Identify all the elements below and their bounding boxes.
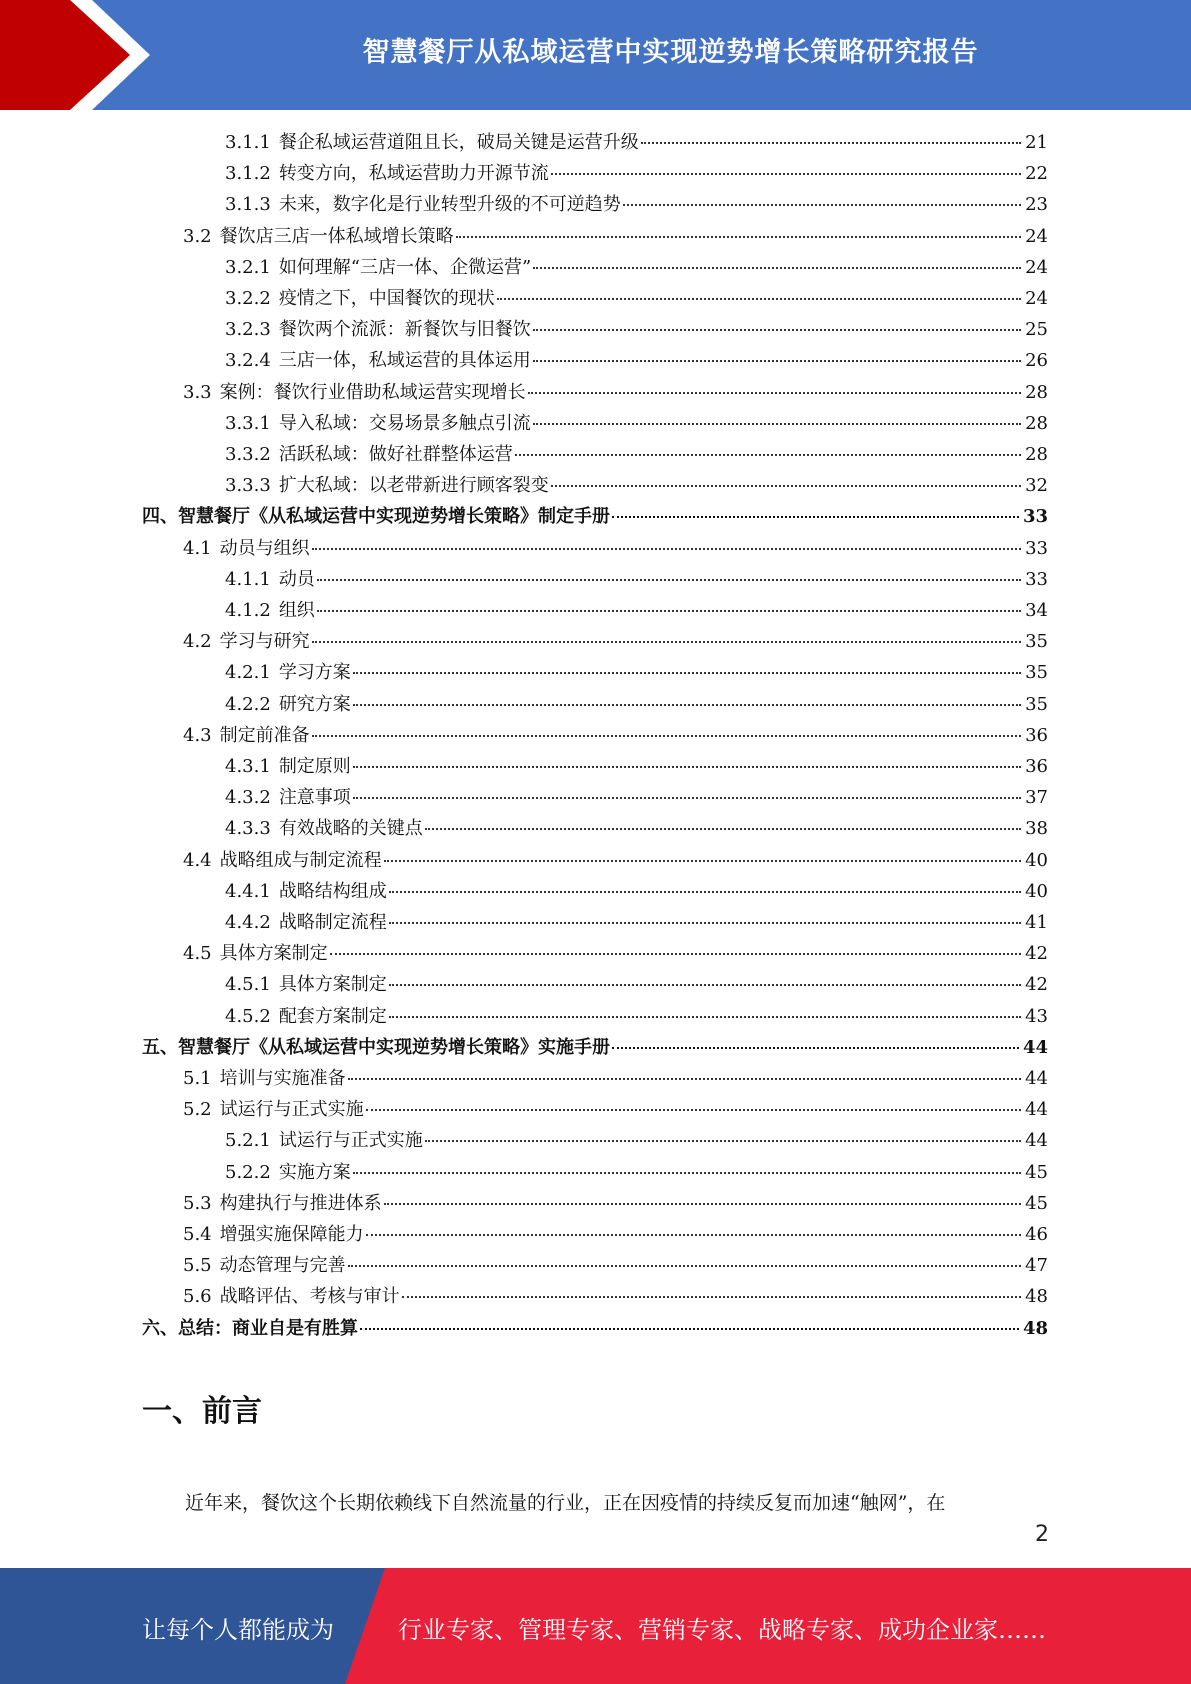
section-heading: 一、前言 (142, 1394, 262, 1429)
toc-entry[interactable] (142, 1313, 1048, 1344)
toc-entry-title: 如何理解“三店一体、企微运营” (278, 256, 532, 278)
toc-entry-title: 三店一体，私域运营的具体运用 (278, 350, 531, 372)
toc-entry-title: 战略评估、考核与审计 (219, 1286, 400, 1308)
toc-entry-title: 餐饮店三店一体私域增长策略 (219, 225, 454, 247)
toc-entry-number: 五、 (142, 1036, 178, 1058)
toc-dot-leader (612, 515, 1019, 518)
toc-entry-title: 研究方案 (278, 693, 351, 715)
page-number: 2 (1035, 1522, 1049, 1547)
toc-entry-number: 5.3 (183, 1192, 212, 1214)
toc-entry-page: 47 (1025, 1255, 1048, 1277)
toc-entry-number: 4.3.2 (225, 787, 271, 809)
toc-entry-title: 增强实施保障能力 (219, 1224, 364, 1245)
toc-entry-title: 餐饮两个流派：新餐饮与旧餐饮 (278, 319, 531, 341)
toc-entry[interactable] (225, 751, 1048, 782)
toc-entry-title: 实施方案 (278, 1161, 351, 1183)
body-paragraph: 近年来，餐饮这个长期依赖线下自然流量的行业，正在因疫情的持续反复而加速“触网”，在 (185, 1492, 946, 1514)
toc-entry-title: 学习方案 (278, 662, 351, 684)
toc-dot-leader (353, 703, 1021, 706)
toc-entry-page: 24 (1025, 225, 1048, 247)
toc-entry[interactable] (225, 127, 1048, 158)
toc-entry-page: 45 (1025, 1192, 1048, 1214)
toc-entry-page: 28 (1025, 444, 1048, 465)
footer-expert-list: 行业专家、管理专家、营销专家、战略专家、成功企业家…… (398, 1616, 1046, 1644)
toc-entry-number: 3.2.1 (225, 256, 271, 278)
toc-entry-page: 28 (1025, 381, 1048, 403)
footer-slogan: 让每个人都能成为 (142, 1616, 334, 1644)
toc-entry[interactable] (225, 189, 1048, 220)
toc-entry-page: 36 (1025, 756, 1048, 777)
toc-dot-leader (533, 266, 1021, 269)
toc-entry[interactable] (183, 1063, 1048, 1094)
toc-entry[interactable] (225, 283, 1048, 314)
toc-entry[interactable] (183, 1219, 1048, 1250)
toc-entry[interactable] (225, 969, 1048, 1000)
toc-dot-leader (623, 203, 1021, 206)
toc-entry-page: 35 (1025, 693, 1048, 715)
toc-dot-leader (533, 328, 1021, 331)
toc-entry-title: 具体方案制定 (219, 943, 328, 965)
toc-entry[interactable] (183, 938, 1048, 969)
toc-entry-number: 4.4.2 (225, 912, 271, 933)
toc-dot-leader (312, 640, 1021, 643)
toc-entry-page: 34 (1025, 600, 1048, 621)
toc-entry-page: 48 (1022, 1317, 1048, 1339)
toc-entry[interactable] (183, 1094, 1048, 1125)
toc-dot-leader (312, 547, 1021, 550)
toc-entry-title: 注意事项 (278, 787, 351, 809)
toc-entry[interactable] (183, 221, 1048, 252)
toc-entry-number: 3.2.4 (225, 350, 271, 372)
toc-dot-leader (384, 1202, 1021, 1205)
toc-dot-leader (360, 1327, 1019, 1330)
toc-entry-number: 4.5.2 (225, 1005, 271, 1027)
toc-entry-number: 六、 (142, 1317, 178, 1339)
toc-dot-leader (353, 671, 1021, 674)
toc-entry[interactable] (225, 252, 1048, 283)
toc-dot-leader (353, 765, 1021, 768)
toc-entry[interactable] (225, 907, 1048, 938)
toc-entry-page: 25 (1025, 319, 1048, 341)
toc-dot-leader (389, 1015, 1021, 1018)
toc-entry-number: 3.3 (183, 381, 212, 403)
toc-entry-title: 智慧餐厅《从私域运营中实现逆势增长策略》实施手册 (178, 1036, 610, 1058)
toc-dot-leader (389, 983, 1021, 986)
toc-entry-number: 3.2 (183, 225, 212, 247)
toc-dot-leader (353, 1171, 1021, 1174)
toc-entry-number: 5.2.1 (225, 1130, 271, 1152)
toc-entry-number: 4.2 (183, 631, 212, 653)
toc-entry-page: 22 (1025, 163, 1048, 185)
toc-entry-page: 46 (1025, 1224, 1048, 1245)
toc-entry-title: 培训与实施准备 (219, 1068, 346, 1089)
toc-entry[interactable] (183, 1250, 1048, 1281)
toc-entry-title: 导入私域：交易场景多触点引流 (278, 412, 531, 434)
toc-dot-leader (612, 1046, 1019, 1049)
toc-entry-page: 45 (1025, 1161, 1048, 1183)
toc-entry-title: 智慧餐厅《从私域运营中实现逆势增长策略》制定手册 (178, 506, 610, 528)
toc-entry-title: 有效战略的关键点 (278, 818, 423, 840)
toc-entry-title: 组织 (278, 600, 315, 621)
toc-entry-title: 战略结构组成 (278, 880, 387, 902)
toc-entry[interactable] (225, 1125, 1048, 1156)
toc-dot-leader (551, 172, 1021, 175)
toc-dot-leader (312, 734, 1021, 737)
toc-entry-number: 5.6 (183, 1286, 212, 1308)
toc-entry[interactable] (225, 1001, 1048, 1032)
toc-entry-number: 3.3.2 (225, 444, 271, 465)
toc-dot-leader (641, 141, 1021, 144)
toc-entry-page: 44 (1025, 1099, 1048, 1121)
toc-entry-number: 5.2 (183, 1099, 212, 1121)
toc-entry[interactable] (225, 470, 1048, 501)
toc-entry-number: 3.1.1 (225, 132, 271, 153)
toc-entry-title: 具体方案制定 (278, 974, 387, 996)
toc-entry-title: 扩大私域：以老带新进行顾客裂变 (278, 475, 549, 497)
toc-entry-number: 4.1.2 (225, 600, 271, 621)
toc-dot-leader (533, 359, 1021, 362)
toc-entry-number: 4.3.1 (225, 756, 271, 777)
toc-entry-page: 41 (1025, 912, 1048, 933)
toc-entry[interactable] (183, 533, 1048, 564)
toc-entry-page: 43 (1025, 1005, 1048, 1027)
toc-entry-page: 24 (1025, 256, 1048, 278)
toc-entry-number: 4.1 (183, 537, 212, 559)
toc-entry-page: 32 (1025, 475, 1048, 497)
toc-entry-page: 37 (1025, 787, 1048, 809)
toc-dot-leader (425, 827, 1021, 830)
toc-entry[interactable] (225, 439, 1048, 470)
toc-entry-number: 四、 (142, 506, 178, 528)
toc-entry-number: 5.2.2 (225, 1161, 271, 1183)
toc-entry-page: 26 (1025, 350, 1048, 372)
toc-entry[interactable] (225, 689, 1048, 720)
toc-entry-page: 36 (1025, 724, 1048, 746)
toc-entry-number: 4.1.1 (225, 568, 271, 590)
toc-entry-number: 3.1.3 (225, 194, 271, 216)
toc-entry-page: 33 (1025, 568, 1048, 590)
toc-entry-title: 动态管理与完善 (219, 1255, 346, 1277)
toc-entry[interactable] (183, 1281, 1048, 1312)
toc-entry-page: 48 (1025, 1286, 1048, 1308)
toc-entry-number: 4.2.1 (225, 662, 271, 684)
toc-entry-title: 制定前准备 (219, 724, 310, 746)
toc-dot-leader (389, 921, 1021, 924)
toc-dot-leader (384, 859, 1021, 862)
toc-entry-title: 试运行与正式实施 (278, 1130, 423, 1152)
toc-dot-leader (348, 1077, 1021, 1080)
toc-entry[interactable] (142, 501, 1048, 532)
page-header (0, 0, 1191, 110)
toc-entry-title: 案例：餐饮行业借助私域运营实现增长 (219, 381, 526, 403)
toc-entry-title: 学习与研究 (219, 631, 310, 653)
toc-entry-number: 3.2.2 (225, 288, 271, 309)
toc-entry-number: 4.2.2 (225, 693, 271, 715)
toc-entry-title: 战略组成与制定流程 (219, 849, 382, 871)
toc-entry-title: 战略制定流程 (278, 912, 387, 933)
toc-entry[interactable] (183, 377, 1048, 408)
toc-entry-title: 动员 (278, 568, 315, 590)
toc-entry-number: 4.5.1 (225, 974, 271, 996)
toc-entry[interactable] (225, 813, 1048, 844)
toc-entry[interactable] (225, 782, 1048, 813)
toc-entry-number: 4.5 (183, 943, 212, 965)
toc-entry-page: 42 (1025, 974, 1048, 996)
toc-entry[interactable] (225, 876, 1048, 907)
toc-entry-page: 40 (1025, 849, 1048, 871)
toc-entry-number: 3.3.1 (225, 412, 271, 434)
toc-dot-leader (425, 1139, 1021, 1142)
toc-entry-number: 5.5 (183, 1255, 212, 1277)
toc-entry-title: 未来，数字化是行业转型升级的不可逆趋势 (278, 194, 621, 216)
toc-entry-page: 23 (1025, 194, 1048, 216)
toc-dot-leader (366, 1233, 1021, 1236)
toc-entry-number: 3.2.3 (225, 319, 271, 341)
toc-entry-title: 配套方案制定 (278, 1005, 387, 1027)
toc-dot-leader (348, 1264, 1021, 1267)
toc-dot-leader (515, 453, 1021, 456)
toc-entry-page: 28 (1025, 412, 1048, 434)
toc-entry[interactable] (225, 564, 1048, 595)
toc-entry[interactable] (183, 626, 1048, 657)
toc-entry[interactable] (225, 408, 1048, 439)
toc-entry-page: 38 (1025, 818, 1048, 840)
toc-dot-leader (533, 422, 1021, 425)
toc-entry-page: 44 (1025, 1130, 1048, 1152)
toc-entry-title: 餐企私域运营道阻且长，破局关键是运营升级 (278, 132, 639, 153)
toc-entry-number: 3.1.2 (225, 163, 271, 185)
toc-entry-title: 转变方向，私域运营助力开源节流 (278, 163, 549, 185)
toc-entry-page: 35 (1025, 662, 1048, 684)
toc-entry-page: 33 (1022, 506, 1048, 528)
toc-entry[interactable] (225, 595, 1048, 626)
page-footer (0, 1568, 1191, 1684)
toc-entry[interactable] (225, 657, 1048, 688)
toc-entry-page: 24 (1025, 288, 1048, 309)
toc-entry-number: 5.4 (183, 1224, 212, 1245)
toc-entry[interactable] (225, 158, 1048, 189)
toc-dot-leader (317, 609, 1021, 612)
toc-entry[interactable] (183, 1188, 1048, 1219)
toc-entry-page: 44 (1022, 1036, 1048, 1058)
toc-entry-title: 疫情之下，中国餐饮的现状 (278, 288, 495, 309)
toc-entry-number: 4.4.1 (225, 880, 271, 902)
toc-entry-title: 构建执行与推进体系 (219, 1192, 382, 1214)
toc-entry[interactable] (225, 1157, 1048, 1188)
toc-entry[interactable] (225, 345, 1048, 376)
toc-entry[interactable] (142, 1032, 1048, 1063)
toc-dot-leader (353, 796, 1021, 799)
toc-dot-leader (551, 484, 1021, 487)
report-title: 智慧餐厅从私域运营中实现逆势增长策略研究报告 (362, 37, 979, 68)
toc-dot-leader (389, 890, 1021, 893)
toc-entry-number: 4.3.3 (225, 818, 271, 840)
toc-dot-leader (330, 952, 1021, 955)
toc-entry-number: 4.4 (183, 849, 212, 871)
toc-dot-leader (402, 1295, 1021, 1298)
toc-dot-leader (317, 578, 1021, 581)
toc-dot-leader (456, 235, 1021, 238)
toc-entry-page: 33 (1025, 537, 1048, 559)
toc-entry-number: 5.1 (183, 1068, 212, 1089)
toc-entry[interactable] (183, 720, 1048, 751)
toc-entry-title: 总结：商业自是有胜算 (178, 1317, 358, 1339)
toc-entry[interactable] (183, 845, 1048, 876)
toc-entry-page: 44 (1025, 1068, 1048, 1089)
toc-entry-number: 3.3.3 (225, 475, 271, 497)
toc-entry-title: 动员与组织 (219, 537, 310, 559)
toc-dot-leader (528, 391, 1021, 394)
toc-entry-page: 40 (1025, 880, 1048, 902)
toc-dot-leader (497, 297, 1021, 300)
toc-entry-title: 试运行与正式实施 (219, 1099, 364, 1121)
toc-entry-title: 制定原则 (278, 756, 351, 777)
toc-dot-leader (366, 1108, 1021, 1111)
toc-entry-title: 活跃私域：做好社群整体运营 (278, 444, 513, 465)
toc-entry-page: 35 (1025, 631, 1048, 653)
toc-entry-number: 4.3 (183, 724, 212, 746)
toc-entry-page: 42 (1025, 943, 1048, 965)
toc-entry[interactable] (225, 314, 1048, 345)
toc-entry-page: 21 (1025, 132, 1048, 153)
